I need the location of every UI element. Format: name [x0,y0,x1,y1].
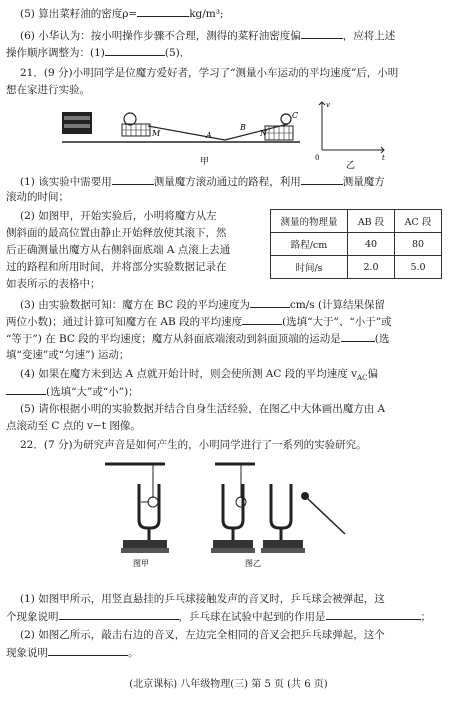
q5-text: (5) 算出菜籽油的密度ρ= [20,8,138,20]
q21-p3-text-6: (选 [374,333,390,345]
q22-p1-blank-2[interactable] [326,609,421,620]
figure-tuning-forks [95,458,355,568]
q21-p4-text-3: (选填“大”或“小”)； [46,386,139,398]
table-row [271,256,442,279]
q21-p4-blank[interactable] [6,384,46,395]
figure-yi-caption: 乙 [346,161,356,170]
q21-p1-text: (1) 该实验中需要用 [20,176,112,188]
ball-icon [124,113,136,125]
label-c: C [292,111,299,120]
q21-p3-line-3 [6,331,389,346]
figure-jia [60,108,310,168]
q6-text: (6) 小华认为：按小明操作步骤不合理，测得的菜籽油密度偏 [20,30,301,42]
figure-yi-vt-graph [312,98,392,170]
q22-p1-text-2: ，乒乓球在试验中起到的作用是 [178,611,326,623]
table-cell: 2.0 [348,256,395,279]
q22-p1-text: 个现象说明 [6,611,59,623]
q21-p5-line-1: (5) 请你根据小明的实验数据并结合自身生活经验，在图乙中大体画出魔方由 A [20,403,386,415]
q21-p3-text-3: 两位小数)；通过计算可知魔方在 AB 段的平均速度 [6,316,243,328]
q21-p1-text-3: 测量魔方 [342,176,385,188]
q22-p2-line-2 [6,645,139,660]
q21-p4-text: (4) 如果在魔方未到达 A 点就开始计时，则会使所测 AC 段的平均速度 v [20,368,358,380]
table-row [271,233,442,256]
q6-blank-1[interactable] [301,28,343,39]
q21-p5-line-2: 点滚动至 C 点的 v−t 图像。 [6,420,141,432]
label-m: M [152,129,161,138]
q21-p4-line-1 [20,367,378,385]
q21-p3-blank-3[interactable] [341,331,375,342]
q21-p3-text: (3) 由实验数据可知：魔方在 BC 段的平均速度为 [20,299,250,311]
table-header-cell: AB 段 [348,210,395,233]
table-cell: 路程/cm [271,233,348,256]
q22-p1-blank-1[interactable] [59,609,179,620]
q22-header: 22．(7 分)为研究声音是如何产生的，小明同学进行了一系列的实验研究。 [20,439,367,451]
table-cell: 5.0 [395,256,442,279]
q21-p1-blank-1[interactable] [112,174,154,185]
q21-p3-text-2: cm/s (计算结果保留 [289,299,386,311]
origin-label: 0 [315,154,320,162]
q21-p3-blank-1[interactable] [250,297,290,308]
label-n: N [260,129,267,138]
q6-text-2: ，应将上述 [342,30,396,42]
q21-p1-text-2: 测量魔方滚动通过的路程，利用 [153,176,301,188]
label-b: B [240,123,246,132]
table-cell: 80 [395,233,442,256]
q21-p4-text-2: 偏 [367,368,378,380]
q22-p1-line-2 [6,609,431,624]
q21-p2-line-2: 侧斜面的最高位置由静止开始释放使其滚下，然 [6,227,227,239]
page-footer: (北京课标) 八年级物理(三) 第 5 页 (共 6 页) [129,679,328,690]
q21-p1 [20,174,385,189]
figure-yi-caption-22: 图乙 [245,559,261,568]
table-header-cell: 测量的物理量 [271,210,348,233]
table-cell: 时间/s [271,256,348,279]
q21-p2-line-4: 过的路程和所用时间，并将部分实验数据记录在 [6,261,227,273]
q21-p3-line-2 [6,314,392,329]
q21-header-2: 想在家进行实验。 [6,84,90,96]
q5-line [20,6,224,21]
q21-p3-blank-2[interactable] [242,314,282,325]
q22-p2-line-1: (2) 如图乙所示，敲击右边的音叉，左边完全相同的音叉会把乒乓球弹起，这个 [20,629,385,641]
q22-p2-text: 现象说明 [6,647,48,659]
q6-line2 [6,45,190,60]
label-a: A [206,131,212,140]
q21-p3-line-4: 填“变速”或“匀速”) 运动； [6,349,130,361]
q22-p2-blank[interactable] [48,645,128,656]
axis-v-label: v [326,101,330,109]
data-table [270,209,442,279]
table-header-cell: AC 段 [395,210,442,233]
axis-t-label: t [382,154,385,162]
q5-unit: kg/m³; [189,8,224,20]
figure-jia-caption: 甲 [200,157,210,167]
q6-order-end: (5)． [164,47,191,59]
q21-p1-cont: 滚动的时间； [6,191,69,203]
q21-p2-line-5: 如表所示的表格中； [6,278,101,290]
q22-p1-line-1: (1) 如图甲所示，用竖直悬挂的乒乓球接触发声的音叉时，乒乓球会被弹起，这 [20,593,385,605]
figure-jia-caption-22: 图甲 [133,559,149,568]
q6-line1 [20,28,395,43]
q21-p3-line-1 [20,297,385,312]
q21-p2-line-3: 后正确测量出魔方从右侧斜面底端 A 点滚上去通 [6,244,231,256]
q6-blank-2[interactable] [105,45,165,56]
table-header-row [271,210,442,233]
q6-order-label: 操作顺序调整为：(1) [6,47,105,59]
cube-icon [62,112,92,134]
q21-p3-text-4: (选填“大于”、“小于”或 [282,316,392,328]
q21-p1-blank-2[interactable] [301,174,343,185]
q21-p3-text-5: “等于”) 在 BC 段的平均速度；魔方从斜面底端滚动到斜面顶端的运动是 [6,333,341,345]
q21-p2-line-1: (2) 如图甲，开始实验后，小明将魔方从左 [20,210,217,222]
q21-header: 21．(9 分)小明同学是位魔方爱好者，学习了“测量小车运动的平均速度”后，小明 [20,67,399,79]
q22-p1-text-3: ； [420,611,431,623]
q22-p2-text-2: 。 [128,647,139,659]
q5-blank[interactable] [137,6,189,17]
table-cell: 40 [348,233,395,256]
q21-p4-line-2 [6,384,139,399]
q21-p4-subscript: AC [357,374,368,383]
